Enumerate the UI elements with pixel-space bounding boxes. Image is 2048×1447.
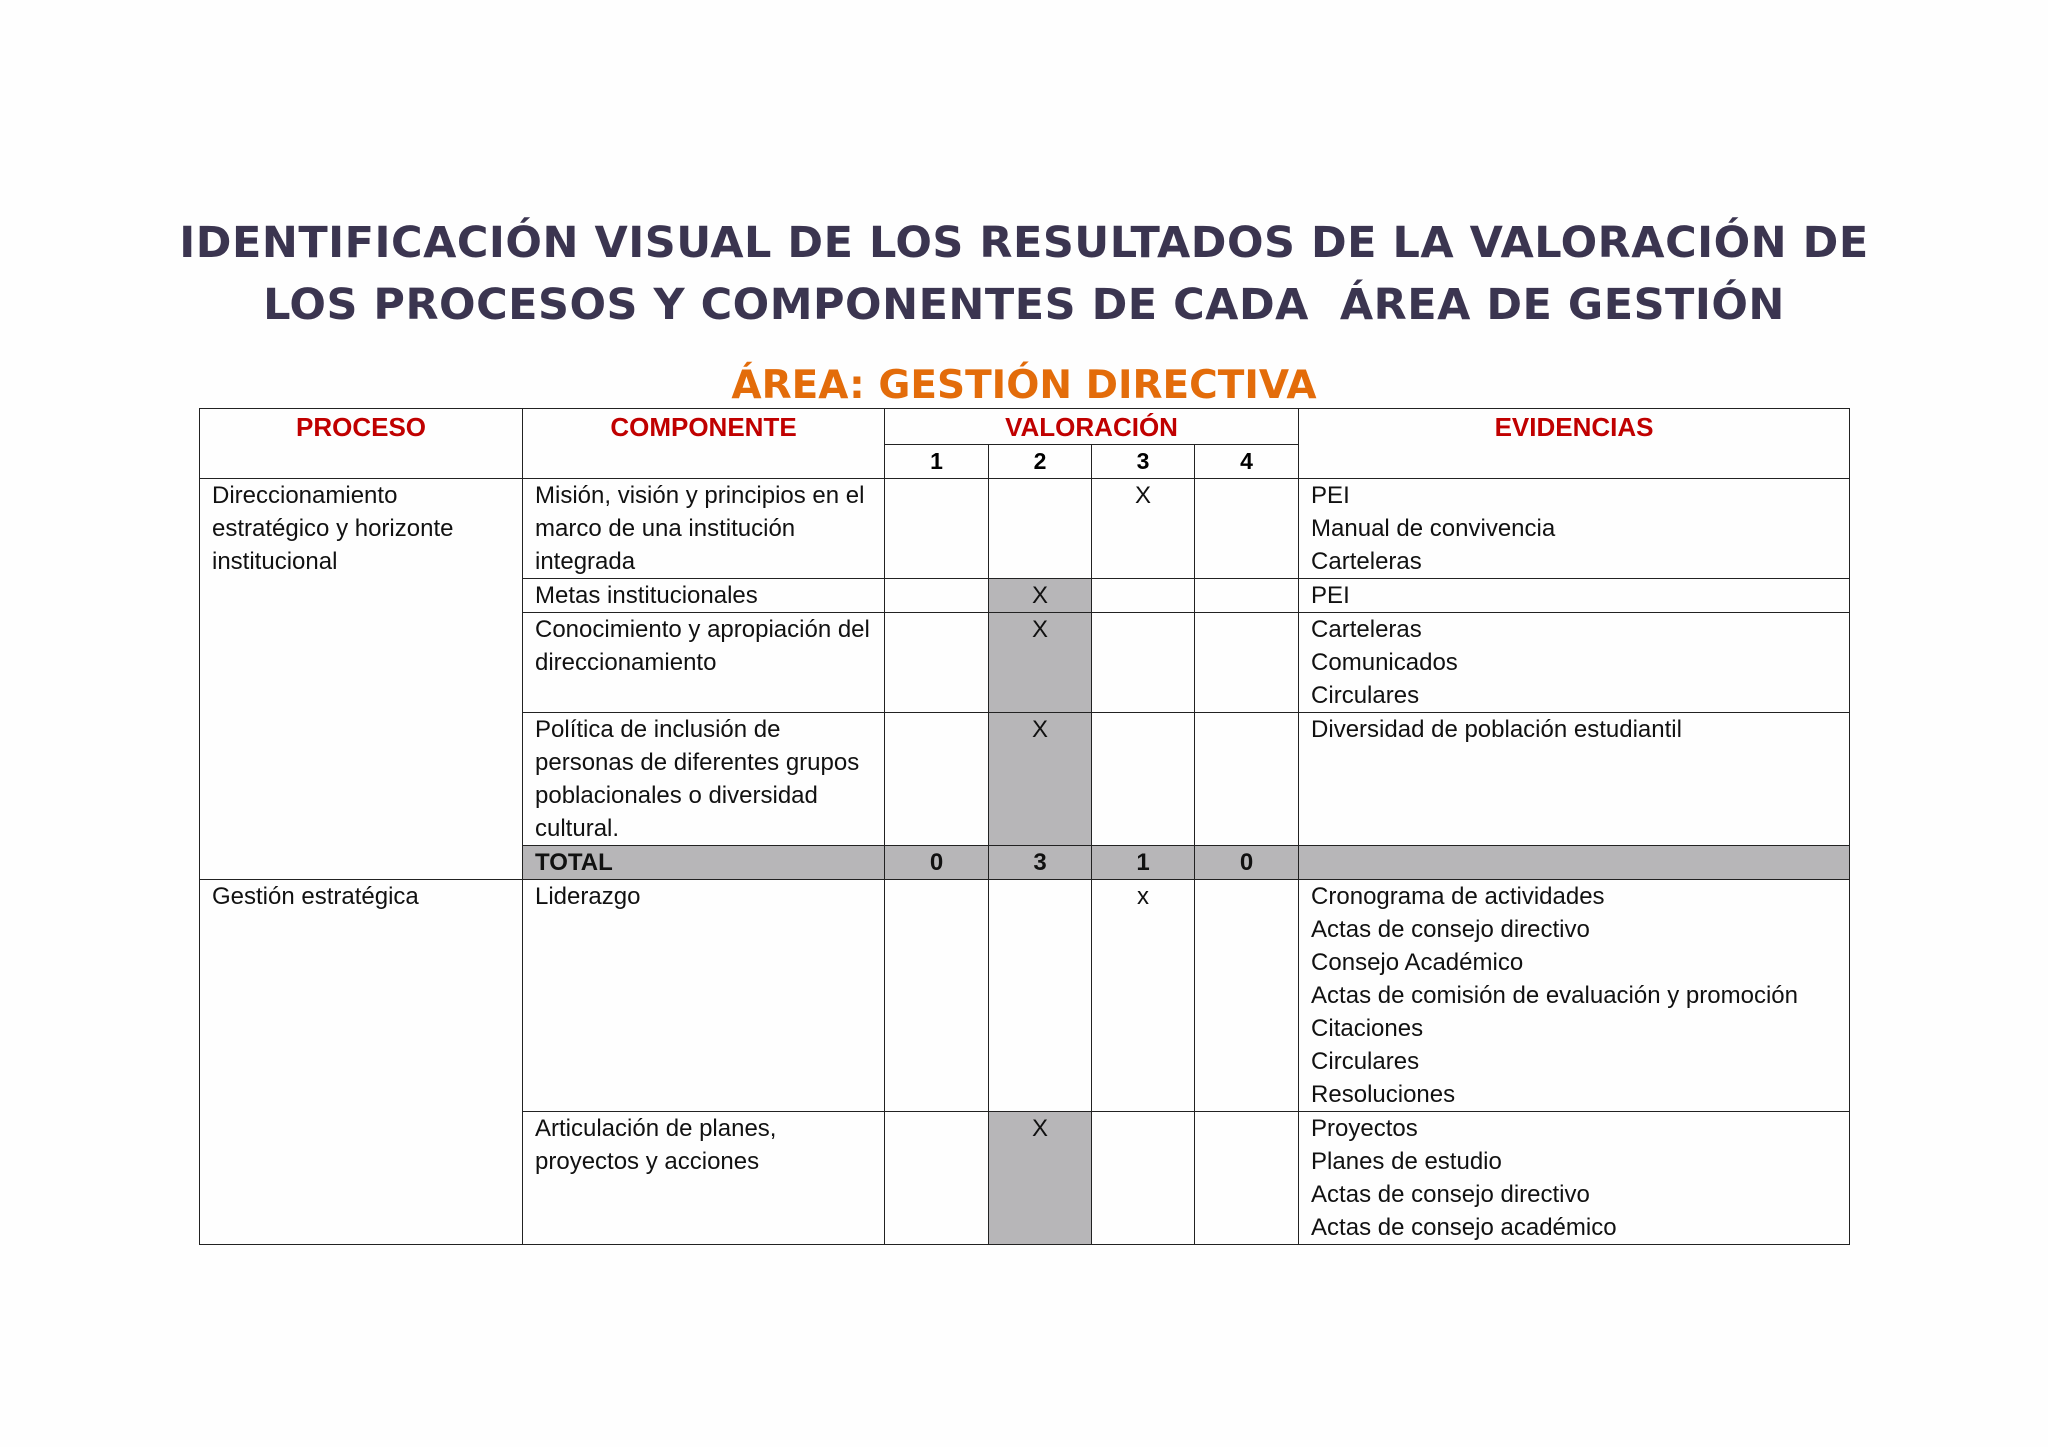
evidence-cell — [1299, 1112, 1850, 1245]
total-label: TOTAL — [523, 846, 885, 880]
evidence-item: Actas de consejo académico — [1311, 1214, 1617, 1241]
document-title — [150, 212, 1898, 336]
rating-4-cell — [1195, 579, 1299, 613]
rating-3-cell: x — [1092, 880, 1195, 1112]
header-level-3: 3 — [1092, 445, 1195, 479]
evidence-item: Carteleras — [1311, 616, 1422, 643]
total-level-3: 1 — [1092, 846, 1195, 880]
evidence-item: Actas de comisión de evaluación y promoción — [1311, 982, 1798, 1009]
evidence-item: Planes de estudio — [1311, 1148, 1502, 1175]
evidence-item: Proyectos — [1311, 1115, 1418, 1142]
component-cell: Articulación de planes, proyectos y acciones — [523, 1112, 885, 1245]
rating-2-cell: X — [989, 713, 1092, 846]
rating-4-cell — [1195, 479, 1299, 579]
total-level-2: 3 — [989, 846, 1092, 880]
rating-1-cell — [885, 713, 989, 846]
header-valoracion: VALORACIÓN — [885, 409, 1299, 445]
area-title: ÁREA: GESTIÓN DIRECTIVA — [731, 363, 1317, 408]
evidence-item: PEI — [1311, 482, 1350, 509]
process-cell: Gestión estratégica — [200, 880, 523, 1245]
evidence-item: Circulares — [1311, 682, 1420, 709]
assessment-table — [199, 408, 1850, 1245]
rating-3-cell — [1092, 613, 1195, 713]
component-cell: Política de inclusión de personas de diferentes grupos poblacionales o diversidad cultural. — [523, 713, 885, 846]
rating-4-cell — [1195, 613, 1299, 713]
rating-3-cell — [1092, 713, 1195, 846]
evidence-cell — [1299, 713, 1850, 846]
evidence-item: Diversidad de población estudiantil — [1311, 716, 1682, 743]
rating-1-cell — [885, 579, 989, 613]
evidence-item: Consejo Académico — [1311, 949, 1524, 976]
header-proceso: PROCESO — [200, 409, 523, 479]
header-evidencias: EVIDENCIAS — [1299, 409, 1850, 479]
rating-4-cell — [1195, 1112, 1299, 1245]
header-componente: COMPONENTE — [523, 409, 885, 479]
rating-2-cell: X — [989, 579, 1092, 613]
rating-1-cell — [885, 1112, 989, 1245]
rating-3-cell — [1092, 1112, 1195, 1245]
rating-1-cell — [885, 880, 989, 1112]
total-level-4: 0 — [1195, 846, 1299, 880]
evidence-item: Circulares — [1311, 1048, 1420, 1075]
evidence-cell — [1299, 479, 1850, 579]
evidence-item: Manual de convivencia — [1311, 515, 1556, 542]
component-cell: Conocimiento y apropiación del direccionamiento — [523, 613, 885, 713]
header-row — [200, 409, 1850, 445]
evidence-item: Carteleras — [1311, 548, 1422, 575]
header-level-2: 2 — [989, 445, 1092, 479]
evidence-cell — [1299, 613, 1850, 713]
rating-3-cell: X — [1092, 479, 1195, 579]
rating-2-cell — [989, 479, 1092, 579]
document-title-line-1: IDENTIFICACIÓN VISUAL DE LOS RESULTADOS DE LA VALORACIÓN DE — [179, 218, 1869, 268]
rating-4-cell — [1195, 880, 1299, 1112]
evidence-cell — [1299, 579, 1850, 613]
component-cell: Misión, visión y principios en el marco de una institución integrada — [523, 479, 885, 579]
evidence-item: Citaciones — [1311, 1015, 1424, 1042]
header-level-4: 4 — [1195, 445, 1299, 479]
evidence-item: Cronograma de actividades — [1311, 883, 1605, 910]
evidence-item: PEI — [1311, 582, 1350, 609]
table-row — [200, 880, 1850, 1112]
total-level-1: 0 — [885, 846, 989, 880]
evidence-cell — [1299, 880, 1850, 1112]
rating-2-cell: X — [989, 613, 1092, 713]
document-title-line-2: LOS PROCESOS Y COMPONENTES DE CADA ÁREA DE GESTIÓN — [263, 280, 1785, 330]
header-level-1: 1 — [885, 445, 989, 479]
component-cell: Liderazgo — [523, 880, 885, 1112]
rating-3-cell — [1092, 579, 1195, 613]
evidence-item: Comunicados — [1311, 649, 1458, 676]
component-cell: Metas institucionales — [523, 579, 885, 613]
table-row — [200, 479, 1850, 579]
rating-2-cell — [989, 880, 1092, 1112]
rating-1-cell — [885, 613, 989, 713]
evidence-item: Actas de consejo directivo — [1311, 1181, 1590, 1208]
rating-2-cell: X — [989, 1112, 1092, 1245]
rating-1-cell — [885, 479, 989, 579]
process-cell: Direccionamiento estratégico y horizonte institucional — [200, 479, 523, 880]
rating-4-cell — [1195, 713, 1299, 846]
evidence-item: Actas de consejo directivo — [1311, 916, 1590, 943]
evidence-item: Resoluciones — [1311, 1081, 1456, 1108]
total-evidence-cell — [1299, 846, 1850, 880]
